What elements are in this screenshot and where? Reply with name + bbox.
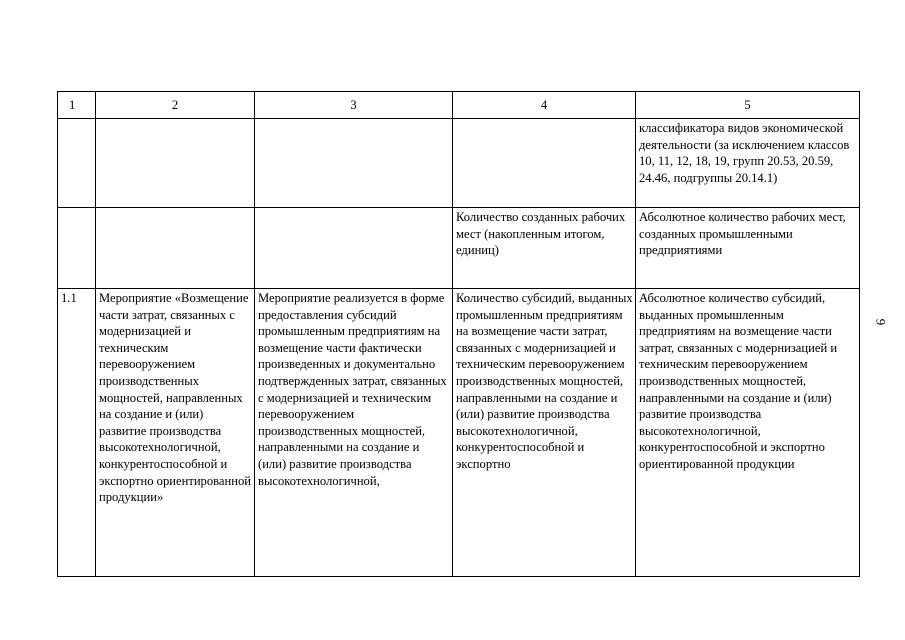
table-row (58, 289, 860, 577)
page-number: 9 (873, 318, 889, 326)
jobs-description: Абсолютное количество рабочих мест, созданных промышленными предприятиями (636, 208, 860, 289)
subsidies-indicator: Количество субсидий, выданных промышленным предприятиям на возмещение части затрат, связанных с модернизацией и техническим перевооружением производственных мощностей, направленными на создание и (или) развитие производства высокотехнологичной, конкурентоспособной и экспортно (453, 289, 636, 577)
header-col-3: 3 (255, 92, 453, 119)
cell-empty (58, 119, 96, 208)
indicators-table (57, 91, 860, 577)
classifier-continuation: классификатора видов экономической деятельности (за исключением классов 10, 11, 12, 18, 19, групп 20.53, 20.59, 24.46, подгруппы 20.14.1) (636, 119, 860, 208)
measure-name: Мероприятие «Возмещение части затрат, связанных с модернизацией и техническим перевооружением производственных мощностей, направленных на создание и (или) развитие производства высокотехнологичной, конкурентоспособной и экспортно ориентированной продукции» (96, 289, 255, 577)
row-number: 1.1 (58, 289, 96, 577)
header-col-1: 1 (58, 92, 96, 119)
cell-empty (96, 208, 255, 289)
header-col-2: 2 (96, 92, 255, 119)
cell-empty (255, 208, 453, 289)
cell-empty (255, 119, 453, 208)
header-col-5: 5 (636, 92, 860, 119)
cell-empty (453, 119, 636, 208)
table-row (58, 208, 860, 289)
header-col-4: 4 (453, 92, 636, 119)
subsidies-description: Абсолютное количество субсидий, выданных промышленным предприятиям на возмещение части затрат, связанных с модернизацией и техническим перевооружением производственных мощностей, направленными на создание и (или) развитие производства высокотехнологичной, конкурентоспособной и экспортно ориентированной продукции (636, 289, 860, 577)
jobs-indicator: Количество созданных рабочих мест (накопленным итогом, единиц) (453, 208, 636, 289)
cell-empty (96, 119, 255, 208)
measure-description: Мероприятие реализуется в форме предоставления субсидий промышленным предприятиям на возмещение части фактически произведенных и документально подтвержденных затрат, связанных с модернизацией и техническим перевооружением производственных мощностей, направленными на создание и (или) развитие производства высокотехнологичной, (255, 289, 453, 577)
table-row (58, 119, 860, 208)
header-row (58, 92, 860, 119)
cell-empty (58, 208, 96, 289)
